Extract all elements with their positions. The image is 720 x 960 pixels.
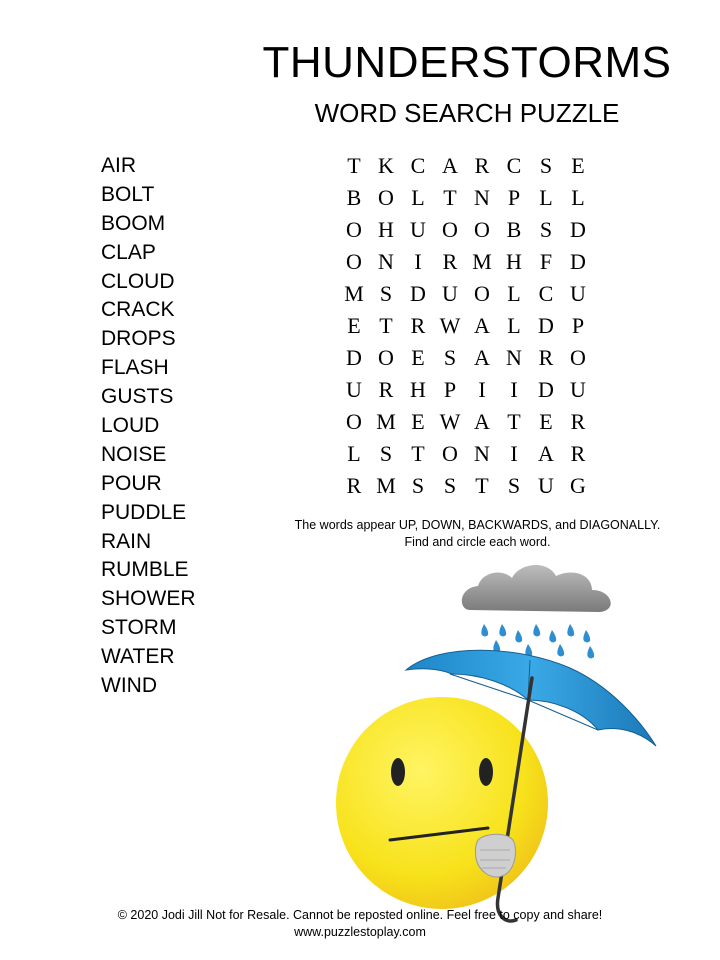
grid-letter[interactable]: M	[472, 249, 492, 274]
grid-letter[interactable]: A	[442, 153, 458, 178]
grid-letter[interactable]: F	[539, 249, 553, 274]
grid-letter[interactable]: A	[538, 441, 554, 466]
grid-letter[interactable]: A	[474, 345, 490, 370]
word-list-item: LOUD	[101, 414, 160, 438]
website-link[interactable]: www.puzzlestoplay.com	[294, 925, 426, 939]
grid-letter[interactable]: C	[506, 153, 522, 178]
grid-letter[interactable]: R	[442, 249, 458, 274]
word-list-item: BOOM	[101, 211, 166, 235]
grid-letter[interactable]: I	[510, 441, 518, 466]
grid-letter[interactable]: O	[378, 185, 394, 210]
word-list-item: PUDDLE	[101, 500, 187, 524]
instructions-line-2: Find and circle each word.	[404, 535, 551, 549]
grid-letter[interactable]: U	[410, 217, 426, 242]
letter-grid	[338, 150, 594, 502]
grid-letter[interactable]: I	[414, 249, 422, 274]
grid-letter[interactable]: T	[379, 313, 393, 338]
grid-letter[interactable]: E	[411, 409, 425, 434]
grid-letter[interactable]: H	[378, 217, 394, 242]
grid-letter[interactable]: M	[376, 473, 396, 498]
grid-letter[interactable]: H	[410, 377, 426, 402]
grid-letter[interactable]: R	[474, 153, 490, 178]
grid-letter[interactable]: B	[506, 217, 522, 242]
footer	[60, 907, 660, 941]
word-list	[101, 152, 196, 701]
grid-letter[interactable]: N	[506, 345, 522, 370]
grid-letter[interactable]: S	[443, 345, 457, 370]
page-subtitle: WORD SEARCH PUZZLE	[314, 98, 620, 128]
grid-letter[interactable]: M	[344, 281, 364, 306]
word-list-item: GUSTS	[101, 385, 174, 409]
grid-letter[interactable]: L	[507, 313, 521, 338]
grid-letter[interactable]: D	[410, 281, 426, 306]
grid-letter[interactable]: A	[474, 313, 490, 338]
grid-letter[interactable]: U	[570, 281, 586, 306]
grid-letter[interactable]: O	[442, 441, 458, 466]
page-title: THUNDERSTORMS	[262, 38, 672, 87]
grid-letter[interactable]: S	[539, 153, 553, 178]
cloud-icon	[462, 565, 611, 612]
word-list-item: AIR	[101, 154, 137, 177]
grid-letter[interactable]: P	[571, 313, 585, 338]
grid-letter[interactable]: D	[346, 345, 362, 370]
word-list-item: FLASH	[101, 356, 169, 380]
grid-letter[interactable]: W	[439, 409, 461, 434]
word-list-item: CLOUD	[101, 269, 175, 293]
grid-letter[interactable]: U	[538, 473, 554, 498]
grid-letter[interactable]: W	[439, 313, 461, 338]
grid-letter[interactable]: T	[443, 185, 457, 210]
grid-letter[interactable]: O	[346, 217, 362, 242]
grid-letter[interactable]: L	[347, 441, 361, 466]
grid-letter[interactable]: O	[570, 345, 586, 370]
rainy-umbrella-illustration	[320, 550, 665, 930]
grid-letter[interactable]: O	[346, 249, 362, 274]
instructions-line-1: The words appear UP, DOWN, BACKWARDS, and DIAGONALLY.	[294, 518, 661, 532]
grid-letter[interactable]: A	[474, 409, 490, 434]
grid-letter[interactable]: R	[538, 345, 554, 370]
grid-letter[interactable]: P	[507, 185, 521, 210]
grid-letter[interactable]: L	[539, 185, 553, 210]
grid-letter[interactable]: C	[538, 281, 554, 306]
grid-letter[interactable]: S	[411, 473, 425, 498]
grid-letter[interactable]: E	[347, 313, 361, 338]
word-list-item: SHOWER	[101, 587, 196, 611]
grid-letter[interactable]: N	[378, 249, 394, 274]
grid-letter[interactable]: T	[475, 473, 489, 498]
grid-letter[interactable]: O	[442, 217, 458, 242]
word-list-item: RUMBLE	[101, 558, 189, 582]
grid-letter[interactable]: D	[538, 313, 554, 338]
copyright-notice: © 2020 Jodi Jill Not for Resale. Cannot be reposted online. Feel free to copy and share!	[117, 908, 603, 922]
grid-letter[interactable]: T	[347, 153, 361, 178]
grid-letter[interactable]: L	[571, 185, 585, 210]
word-list-item: STORM	[101, 616, 177, 640]
word-list-item: DROPS	[101, 327, 176, 351]
grid-letter[interactable]: S	[443, 473, 457, 498]
grid-letter[interactable]: I	[478, 377, 486, 402]
word-list-item: CRACK	[101, 298, 175, 322]
grid-letter[interactable]: U	[442, 281, 458, 306]
grid-letter[interactable]: K	[378, 153, 394, 178]
grid-letter[interactable]: C	[410, 153, 426, 178]
grid-letter[interactable]: R	[570, 441, 586, 466]
word-list-item: RAIN	[101, 529, 152, 553]
grid-letter[interactable]: U	[346, 377, 362, 402]
grid-letter[interactable]: H	[506, 249, 522, 274]
grid-letter[interactable]: D	[538, 377, 554, 402]
grid-letter[interactable]: O	[474, 281, 490, 306]
grid-letter[interactable]: E	[571, 153, 585, 178]
word-list-item: POUR	[101, 471, 162, 495]
word-list-item: BOLT	[101, 182, 155, 206]
neutral-face-icon	[336, 697, 548, 909]
grid-letter[interactable]: R	[570, 409, 586, 434]
grid-letter[interactable]: T	[507, 409, 521, 434]
grid-letter[interactable]: L	[411, 185, 425, 210]
grid-letter[interactable]: D	[570, 249, 586, 274]
grid-letter[interactable]: M	[376, 409, 396, 434]
grid-letter[interactable]: N	[474, 441, 490, 466]
grid-letter[interactable]: S	[379, 441, 393, 466]
grid-letter[interactable]: T	[411, 441, 425, 466]
instructions	[280, 517, 675, 551]
grid-letter[interactable]: E	[411, 345, 425, 370]
grid-letter[interactable]: R	[378, 377, 394, 402]
grid-letter[interactable]: P	[443, 377, 457, 402]
grid-letter[interactable]: R	[346, 473, 362, 498]
grid-letter[interactable]: U	[570, 377, 586, 402]
grid-letter[interactable]: L	[507, 281, 521, 306]
word-list-item: CLAP	[101, 240, 156, 264]
word-list-item: WIND	[101, 674, 157, 698]
grid-letter[interactable]: E	[539, 409, 553, 434]
grid-letter[interactable]: O	[378, 345, 394, 370]
grid-letter[interactable]: N	[474, 185, 490, 210]
grid-letter[interactable]: S	[507, 473, 521, 498]
grid-letter[interactable]: S	[539, 217, 553, 242]
grid-letter[interactable]: G	[570, 473, 586, 498]
grid-letter[interactable]: B	[346, 185, 362, 210]
grid-letter[interactable]: O	[346, 409, 362, 434]
grid-letter[interactable]: O	[474, 217, 490, 242]
grid-letter[interactable]: I	[510, 377, 518, 402]
word-list-item: WATER	[101, 645, 175, 669]
word-list-item: NOISE	[101, 442, 167, 466]
grid-letter[interactable]: D	[570, 217, 586, 242]
grid-letter[interactable]: S	[379, 281, 393, 306]
grid-letter[interactable]: R	[410, 313, 426, 338]
